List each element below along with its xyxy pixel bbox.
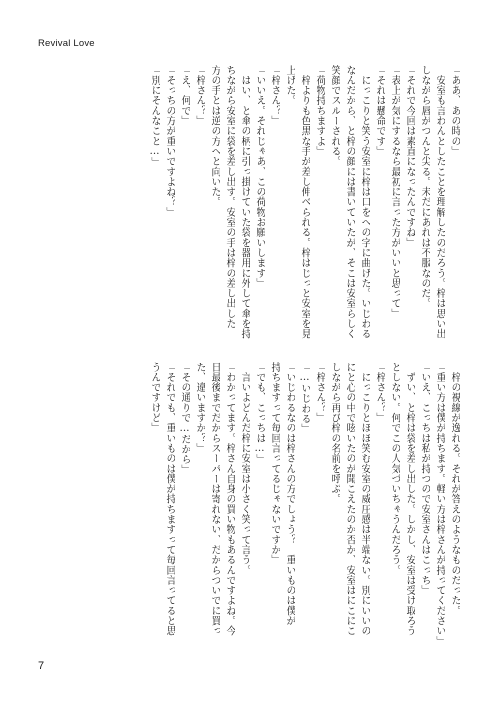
text-line: 「わかってます。梓さん自身の買い物もあるんですよね。今 (224, 362, 235, 637)
text-line: 「梓さん？」 (194, 65, 205, 126)
text-line: 日最後までだからスーパーは寄れない、だからついでに買っ (209, 362, 220, 637)
text-line: ずい、と梓は袋を差し出した。しかし、安室は受け取ろう (404, 362, 415, 637)
text-line: 「え、何で」 (179, 65, 190, 126)
text-line: 言いよどんだ梓に安室は小さく笑って言う。 (239, 362, 250, 576)
text-line: た、違いますか？」 (194, 362, 205, 454)
text-line: はい、と傘の柄に引っ掛けていた袋を器用に外して傘を持 (239, 65, 250, 340)
text-line: 安室も言わんとしたことを理解したのだろう。梓は思い出 (434, 65, 445, 340)
text-line: 梓の視線が逸れる。それが答えのようなものだった。 (449, 362, 460, 616)
text-line: なんだから、と梓の顔には書いていたが、そこは安室らしく (344, 65, 355, 340)
text-line: しながら再び梓の名前を呼ぶ。 (329, 362, 340, 505)
text-line: 「それでも、重いものは僕が持ちますって毎回言ってると思 (164, 362, 175, 637)
text-line: にと心の中で呟いたのが聞こえたのか否か、安室はにこにこ (344, 362, 355, 637)
text-line: 「ああ、あの時の」 (449, 65, 460, 157)
text-line: 「それで今回は素直になったんですね」 (404, 65, 415, 248)
text-line: 持ちますって毎回言ってるじゃないですか」 (269, 362, 280, 565)
text-line: 方の手とは逆の方へと向いた。 (209, 65, 220, 208)
text-line: 「その通りで…だから」 (179, 362, 190, 475)
text-line: 「荷物持ちますよ」 (314, 65, 325, 157)
text-line: 「いじわるなのは梓さんの方でしょう？ 重いものは僕が (284, 362, 295, 626)
text-line: うんですけど」 (149, 362, 160, 434)
text-line: 「梓さん？」 (269, 65, 280, 126)
text-line: 「でも、こっちは…」 (254, 362, 265, 465)
text-line: としない。何でこの人気づいちゃうんだろう。 (389, 362, 400, 576)
text-line: 「梓さん？」 (374, 362, 385, 423)
text-line: 「表上が気にするなら最初に言った方がいいと思って」 (389, 65, 400, 319)
text-line: 「重い方は僕が持ちます。軽い方は梓さんが持ってください」 (434, 362, 445, 647)
text-line: 「いいえ。それじゃあ、この荷物お願いします」 (254, 65, 265, 289)
text-line: ちながら安室に袋を差し出す。安室の手は梓の差し出した (224, 65, 235, 329)
text-block-lower (149, 362, 460, 652)
text-line: にっこりと笑う安室に梓は口をへの字に曲げた。いじわる (359, 65, 370, 340)
text-line: しながら唇がつんと尖る。未だにあれは不服なのだ。 (419, 65, 430, 309)
text-line: 「いえ、こっちは私が持つので安室さんはこっち」 (419, 362, 430, 596)
text-line: 上げた。 (284, 65, 295, 106)
text-line: 「…いじわる」 (299, 362, 310, 435)
text-line: 笑顔でスルーされる。 (329, 65, 340, 167)
text-line: 「別にそんなこと…」 (149, 65, 160, 168)
text-line: 「それは懸命です」 (374, 65, 385, 157)
text-block-upper (149, 65, 460, 355)
text-line: 「そっちの方が重いですよね？」 (164, 65, 175, 218)
text-line: 「梓さん？」 (314, 362, 325, 423)
page-number: 7 (38, 660, 45, 672)
text-line: 梓よりも色黒な手が差し伸べられる。梓はじっと安室を見 (299, 65, 310, 340)
text-line: にっこりとほほ笑む安室の威圧感は半端ない。別にいいの (359, 362, 370, 637)
book-title-header: Revival Love (38, 38, 95, 49)
